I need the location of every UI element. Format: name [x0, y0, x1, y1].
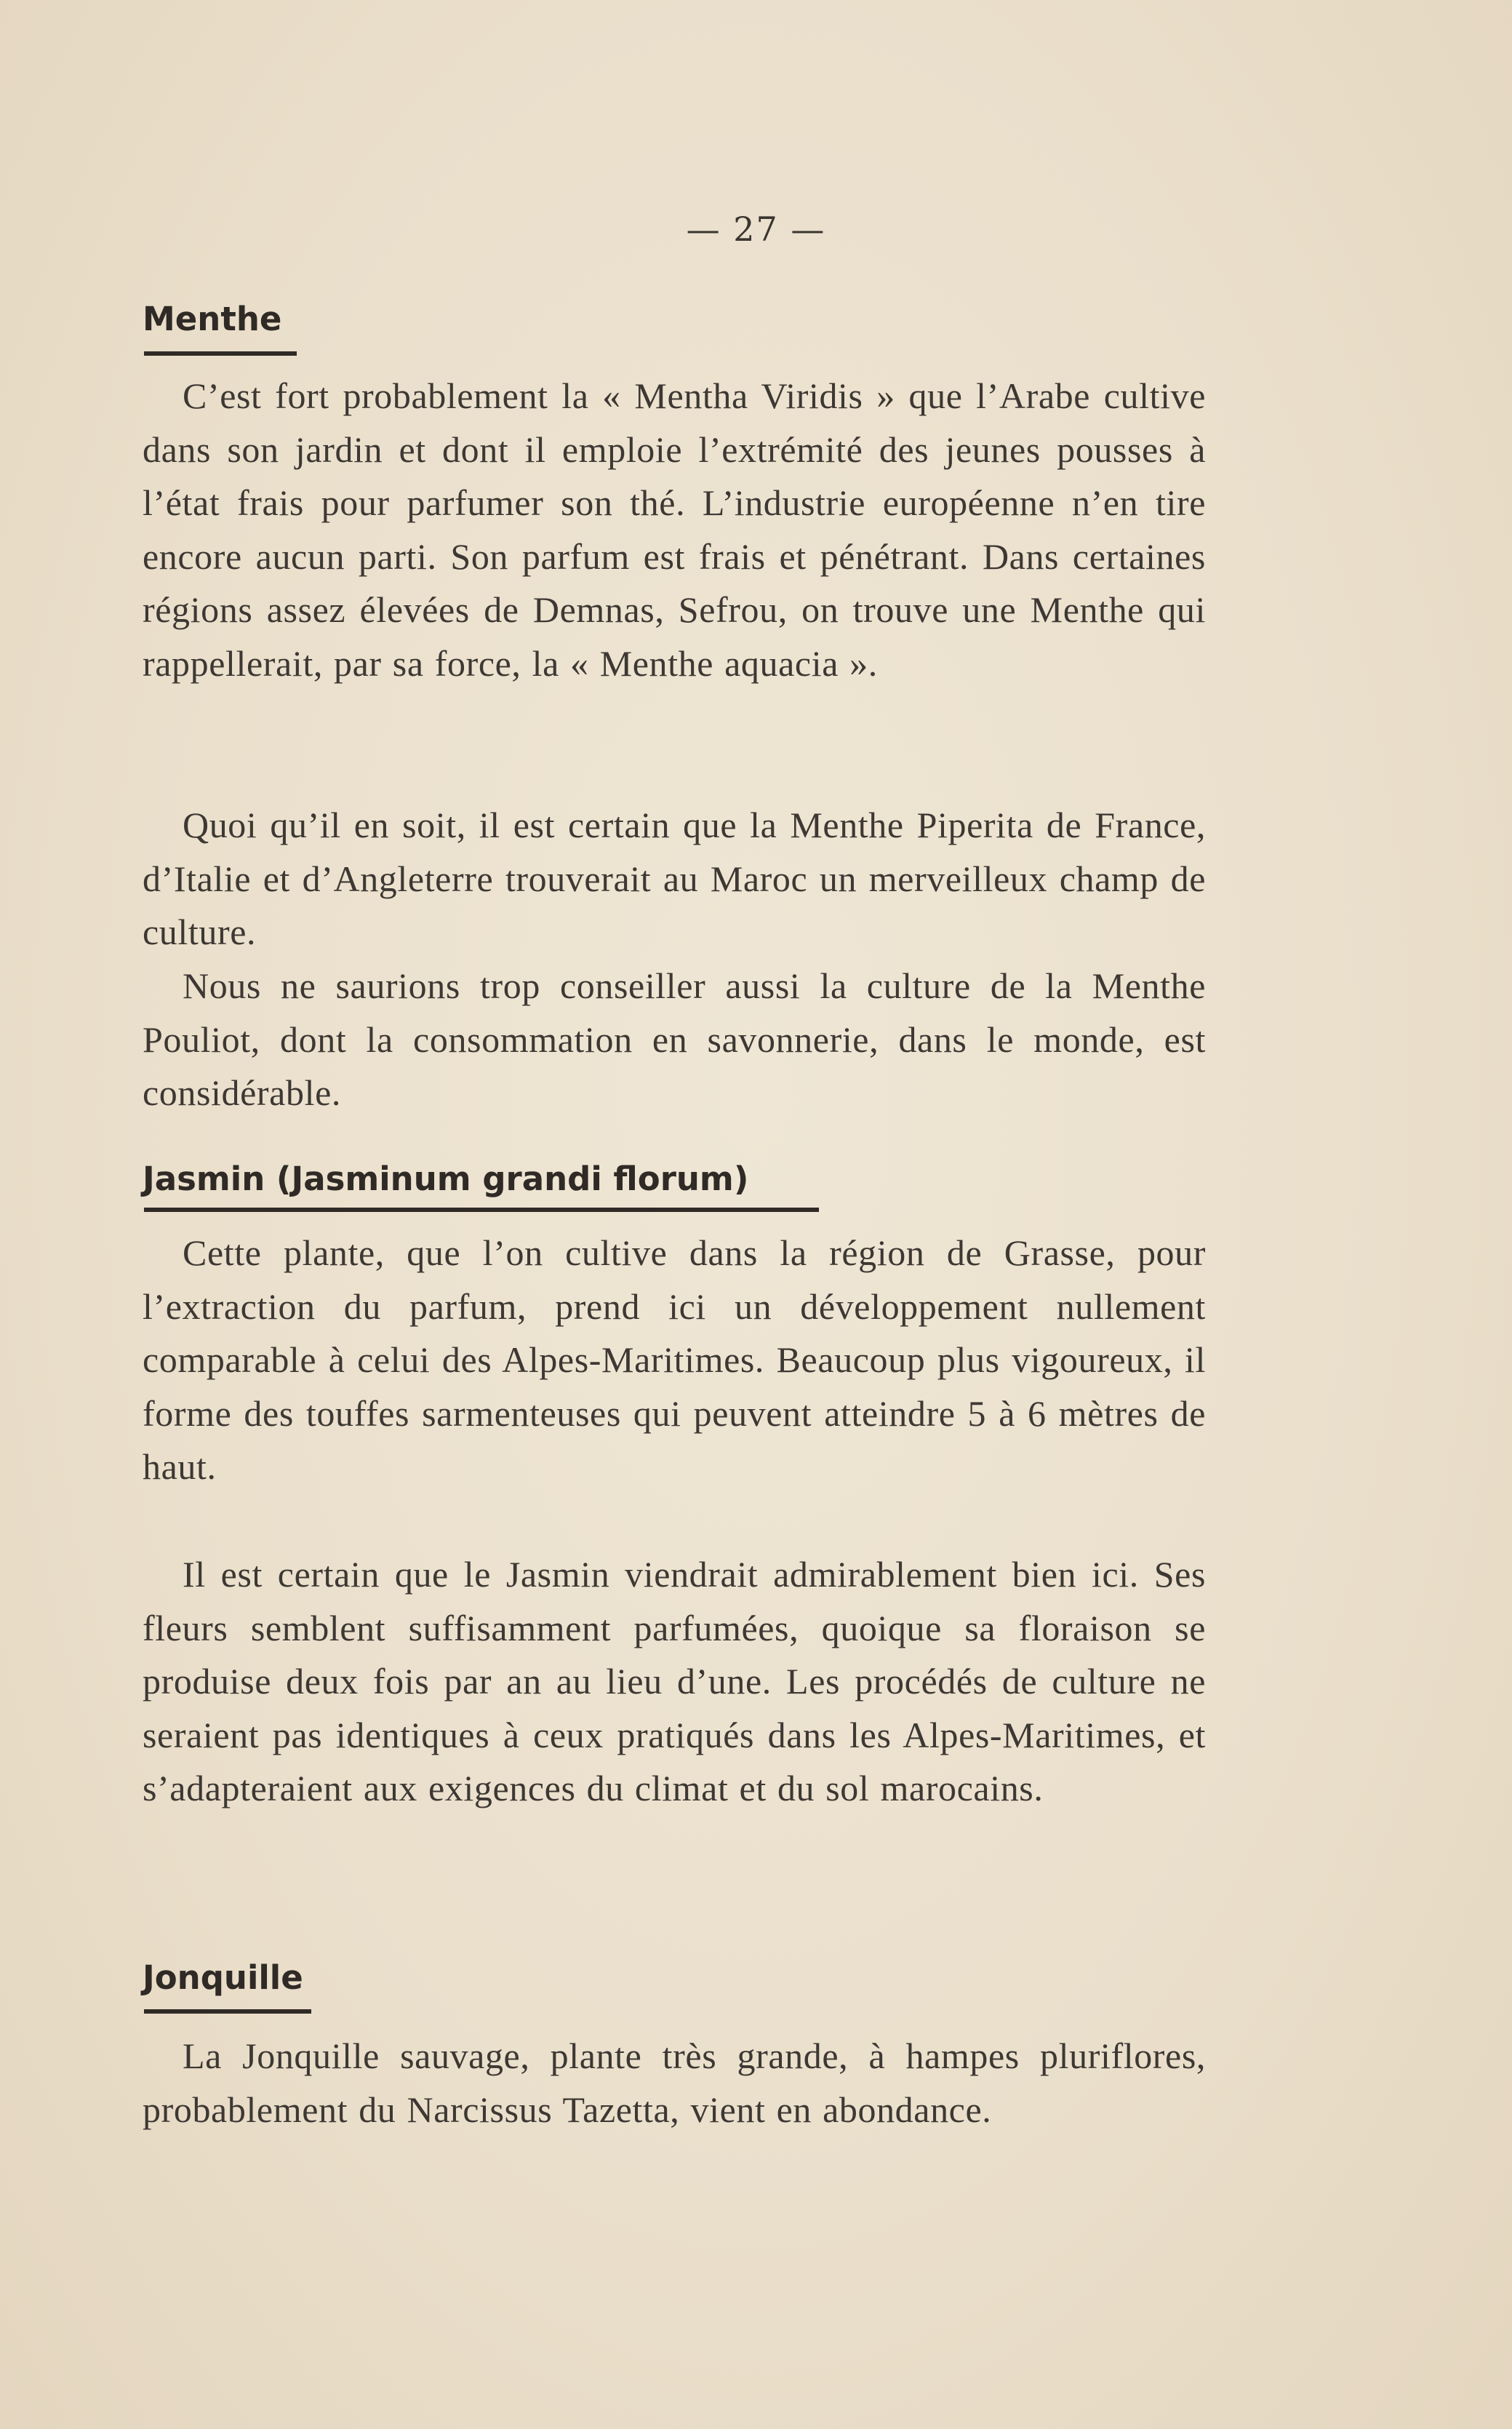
- heading-underline-jonquille: [144, 2009, 311, 2014]
- paragraph-menthe-2: Quoi qu’il en soit, il est certain que la Menthe Piperita de France, d’Italie et d’Angleterre trouverait au Maroc un merveilleux champ de culture.: [143, 805, 1206, 952]
- heading-underline-menthe: [144, 351, 297, 356]
- paragraph-jonquille-1: La Jonquille sauvage, plante très grande, à hampes pluriflores, probablement du Narcissus Tazetta, vient en abondance.: [143, 2035, 1206, 2130]
- page-number: — 27 —: [686, 210, 826, 249]
- section-heading-jonquille: Jonquille: [143, 1958, 303, 1997]
- paragraph-jasmin-1: Cette plante, que l’on cultive dans la région de Grasse, pour l’extraction du parfum, prend ici un développement nullement comparable à celui des Alpes-Maritimes. Beaucoup plus vigoureux, il forme des touffes sarmenteuses qui peuvent atteindre 5 à 6 mètres de haut.: [143, 1232, 1206, 1487]
- paragraph-menthe-1: C’est fort probablement la « Mentha Viridis » que l’Arabe cultive dans son jardin et dont il emploie l’extrémité des jeunes pousses à l’état frais pour parfumer son thé. L’industrie européenne n’en tire encore aucun parti. Son parfum est frais et pénétrant. Dans certaines régions assez élevées de Demnas, Sefrou, on trouve une Menthe qui rappellerait, par sa force, la « Menthe aquacia ».: [143, 375, 1206, 684]
- section-heading-menthe: Menthe: [143, 300, 282, 338]
- paragraph-menthe-3: Nous ne saurions trop conseiller aussi la culture de la Menthe Pouliot, dont la consommation en savonnerie, dans le monde, est considérable.: [143, 965, 1206, 1113]
- heading-underline-jasmin: [144, 1208, 819, 1212]
- section-heading-jasmin: Jasmin (Jasminum grandi florum): [143, 1160, 749, 1198]
- paragraph-jasmin-2: Il est certain que le Jasmin viendrait admirablement bien ici. Ses fleurs semblent suffisamment parfumées, quoique sa floraison se produise deux fois par an au lieu d’une. Les procédés de culture ne seraient pas identiques à ceux pratiqués dans les Alpes-Maritimes, et s’adapteraient aux exigences du climat et du sol marocains.: [143, 1554, 1206, 1808]
